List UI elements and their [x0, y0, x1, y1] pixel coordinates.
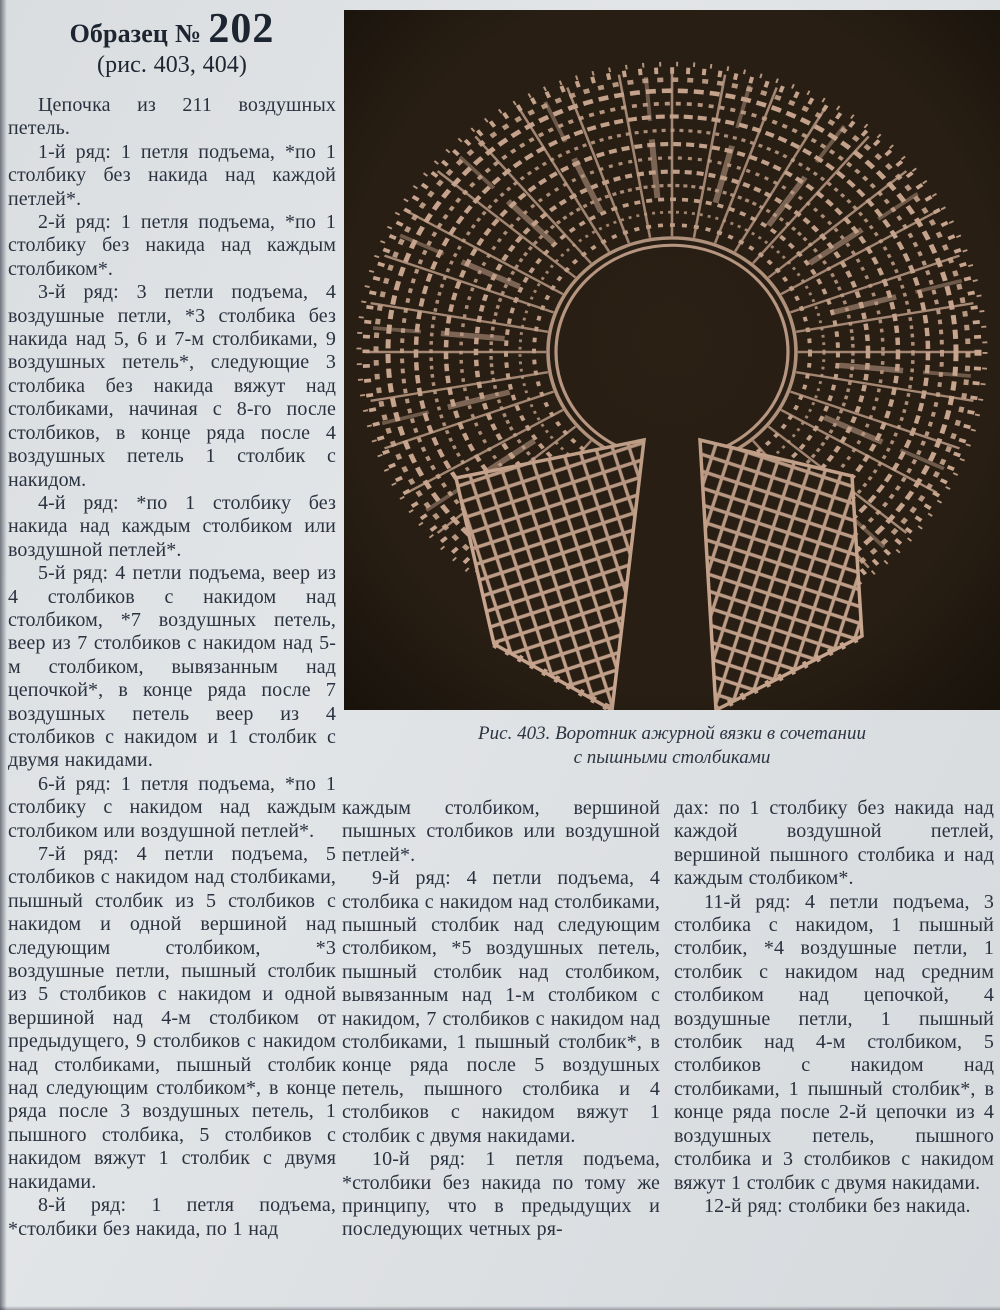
instruction-paragraph: 10-й ряд: 1 петля подъема, *столбики без накида по тому же принципу, что в предыдущих и последующих четных ря- [342, 1148, 660, 1241]
instruction-paragraph: 7-й ряд: 4 петли подъема, 5 столбиков с накидом над столбиками, пышный столбик из 5 столбиков с накидом и одной вершиной над следующим столбиком, *3 воздушные петли, пышный столбик из 5 столбиков с накидом и одной вершиной над 4-м столбиком от предыдущего, 9 столбиков с накидом над столбиками, пышный столбик над следующим столбиком*, в конце ряда после 3 воздушных петель, 1 пышного столбика, 5 столбиков с накидом вяжут 1 столбик с двумя накидами. [8, 843, 336, 1193]
collar-photo-svg [344, 10, 1000, 710]
title-subtitle: (рис. 403, 404) [97, 52, 247, 78]
instruction-paragraph: 11-й ряд: 4 петли подъема, 3 столбика с накидом, 1 пышный столбик, *4 воздушные петли, 1 столбик с накидом над средним столбиком над цепочкой, 4 воздушные петли, 1 пышный столбик над 4-м столбиком, 5 столбиков с накидом над столбиками, 1 пышный столбик*, в конце ряда после 2-й цепочки из 4 воздушных петель, пышного столбика и 3 столбиков с накидом вяжут 1 столбик с двумя накидами. [674, 890, 994, 1194]
figure-caption [344, 722, 1000, 770]
page-title [8, 6, 336, 52]
instruction-paragraph: 4-й ряд: *по 1 столбику без накида над каждым столбиком или воздушной петлей*. [8, 491, 336, 561]
middle-column [342, 797, 660, 1310]
right-column [674, 797, 994, 1310]
instruction-paragraph: 1-й ряд: 1 петля подъема, *по 1 столбику без накида над каждой петлей*. [8, 140, 336, 210]
instruction-paragraph: 8-й ряд: 1 петля подъема, *столбики без накида, по 1 над [8, 1194, 336, 1240]
title-number: 202 [208, 6, 275, 52]
instruction-paragraph: 3-й ряд: 3 петли подъема, 4 воздушные петли, *3 столбика без накида над 5, 6 и 7-м столбиками, 9 воздушных петель*, следующие 3 столбика без накида вяжут над столбиками, начиная с 8-го после столбиков, в конце ряда после 4 воздушных петель 1 столбик с накидом. [8, 281, 336, 491]
page-edge-shadow [0, 0, 7, 1310]
instruction-paragraph: 2-й ряд: 1 петля подъема, *по 1 столбику без накида над каждым столбиком*. [8, 211, 336, 280]
collar-photo [344, 10, 1000, 710]
instruction-paragraph: 6-й ряд: 1 петля подъема, *по 1 столбику с накидом над каждым столбиком или воздушной петлей*. [8, 772, 336, 842]
sample-title-block [8, 6, 336, 78]
photo-vignette [344, 10, 1000, 710]
instruction-paragraph: каждым столбиком, вершиной пышных столбиков или воздушной петлей*. [342, 797, 660, 866]
instruction-paragraph: дах: по 1 столбику без накида над каждой воздушной петлей, вершиной пышного столбика и над каждым столбиком*. [674, 797, 994, 890]
instruction-paragraph: 5-й ряд: 4 петли подъема, веер из 4 столбиков с накидом над столбиком, *7 воздушных петель, веер из 7 столбиков с накидом над 5-м столбиком, вывязанным над цепочкой*, в конце ряда после 7 воздушных петель веер из 4 столбиков с накидом и 1 столбик с двумя накидами. [8, 562, 336, 772]
left-column [8, 6, 336, 1310]
instruction-paragraph: 12-й ряд: столбики без накида. [704, 1194, 971, 1217]
instruction-paragraph: Цепочка из 211 воздушных петель. [8, 94, 336, 140]
caption-line-2: с пышными столбиками [573, 747, 771, 768]
page-bottom-shadow [0, 1306, 1000, 1310]
caption-line-1: Рис. 403. Воротник ажурной вязки в сочетании [478, 723, 866, 744]
title-prefix: Образец № [69, 19, 202, 48]
instruction-paragraph: 9-й ряд: 4 петли подъема, 4 столбика с накидом над столбиками, пышный столбик над следующим столбиком, *5 воздушных петель, пышный столбик над столбиком, вывязанным над 1-м столбиком с накидом, 7 столбиков с накидом над столбиками, 1 пышный столбик*, в конце ряда после 5 воздушных петель, пышного столбика и 4 столбиков с накидом вяжут 1 столбик с двумя накидами. [342, 867, 660, 1147]
left-column-text [8, 94, 336, 1241]
